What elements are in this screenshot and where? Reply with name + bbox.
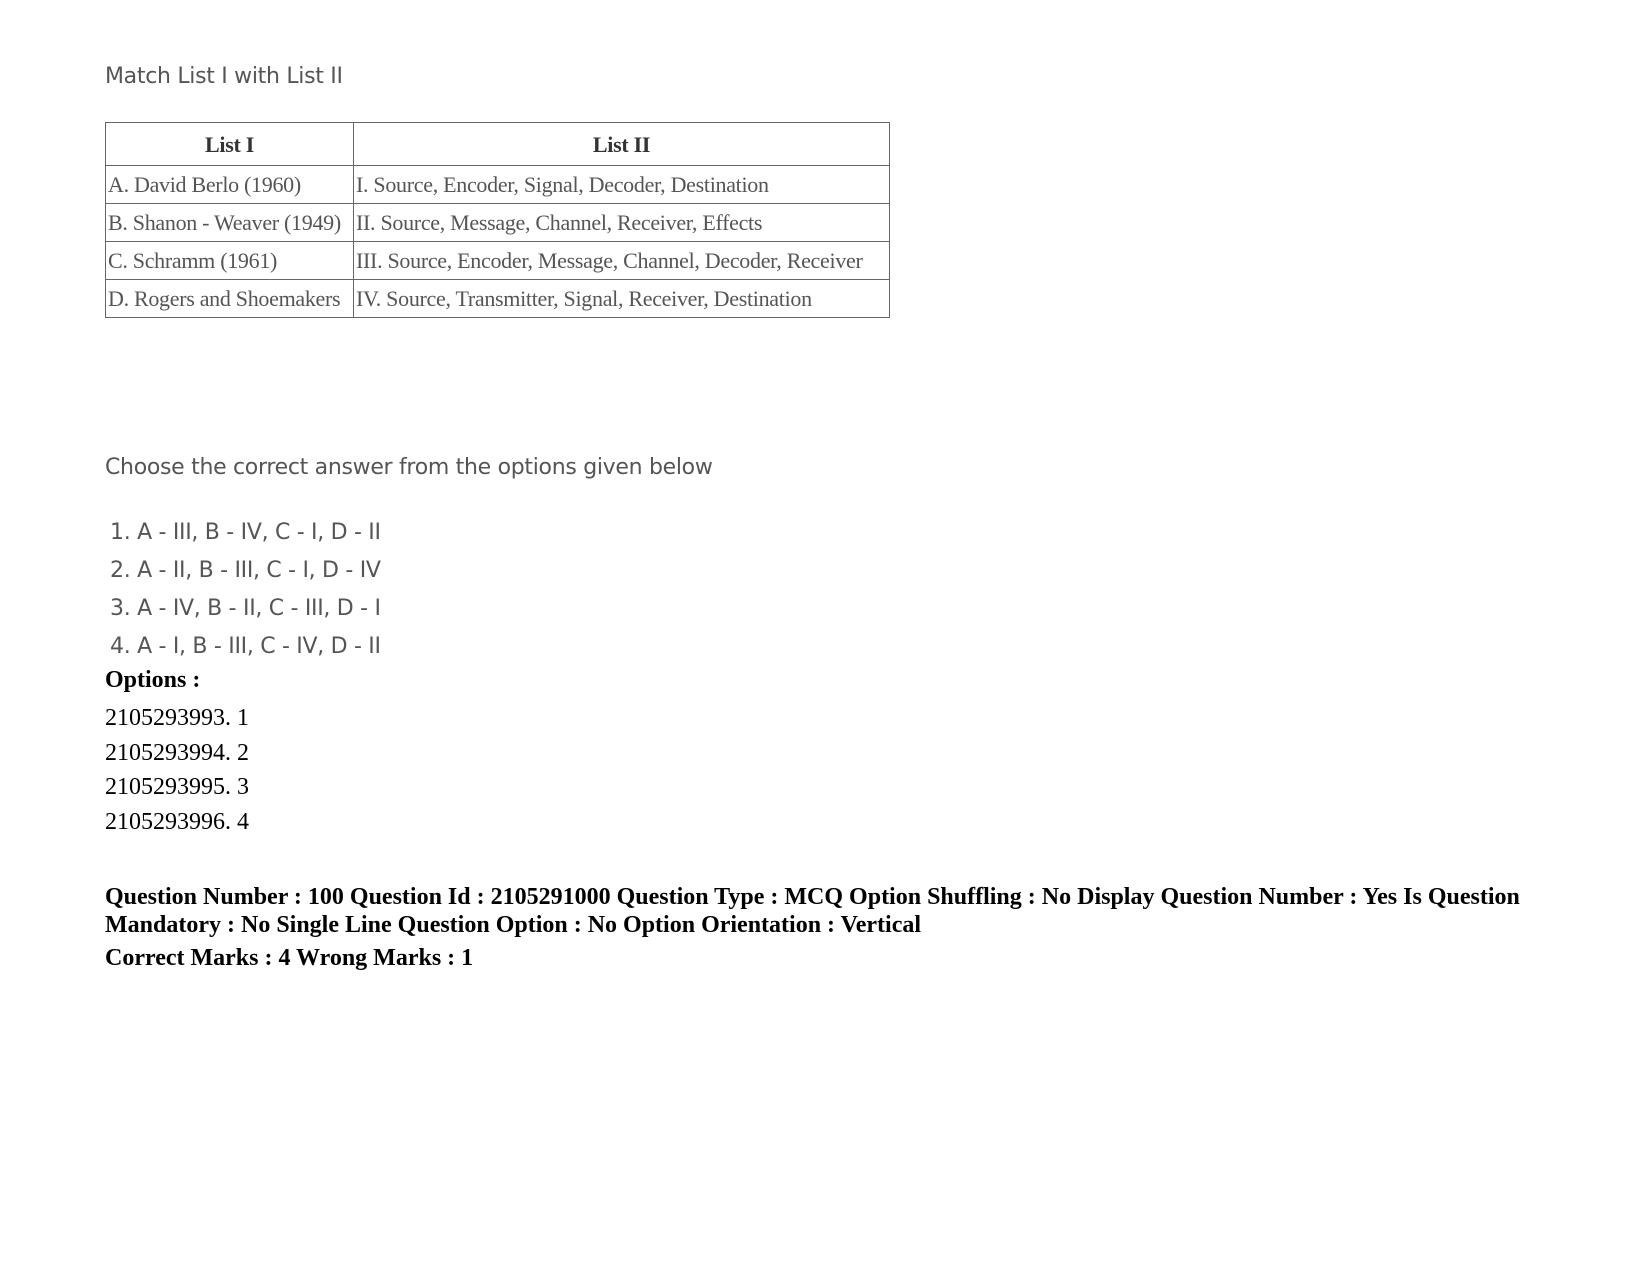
answer-item: 4. A - I, B - III, C - IV, D - II [110,634,381,659]
list-2-cell: I. Source, Encoder, Signal, Decoder, Destination [354,166,890,204]
list-1-cell: A. David Berlo (1960) [106,166,354,204]
table-row [106,166,890,204]
options-heading: Options : [105,667,201,693]
list-1-header: List I [106,123,354,166]
options-list [105,701,249,839]
list-2-cell: II. Source, Message, Channel, Receiver, Effects [354,204,890,242]
table-row [106,242,890,280]
instruction-text: Choose the correct answer from the options given below [105,455,713,480]
option-item: 2105293994. 2 [105,739,249,766]
option-item: 2105293996. 4 [105,808,249,835]
marks-info: Correct Marks : 4 Wrong Marks : 1 [105,945,474,971]
list-2-cell: III. Source, Encoder, Message, Channel, Decoder, Receiver [354,242,890,280]
table-header-row [106,123,890,166]
table-row [106,204,890,242]
list-2-cell: IV. Source, Transmitter, Signal, Receiver, Destination [354,280,890,318]
option-item: 2105293993. 1 [105,705,249,731]
table-row [106,280,890,318]
option-item: 2105293995. 3 [105,774,249,800]
list-1-cell: D. Rogers and Shoemakers [106,280,354,318]
answer-item: 2. A - II, B - III, C - I, D - IV [110,558,381,583]
question-metadata: Question Number : 100 Question Id : 2105291000 Question Type : MCQ Option Shuffling : No Display Question Number : Yes Is Question Mandatory : No Single Line Question Option : No Option Orientation : Vertical [105,884,1520,938]
answer-list [110,514,381,666]
question-prompt: Match List I with List II [105,64,343,89]
list-1-cell: C. Schramm (1961) [106,242,354,280]
list-1-cell: B. Shanon - Weaver (1949) [106,204,354,242]
answer-item: 1. A - III, B - IV, C - I, D - II [110,520,381,545]
answer-item: 3. A - IV, B - II, C - III, D - I [110,596,381,621]
match-table [105,122,890,318]
list-2-header: List II [354,123,890,166]
